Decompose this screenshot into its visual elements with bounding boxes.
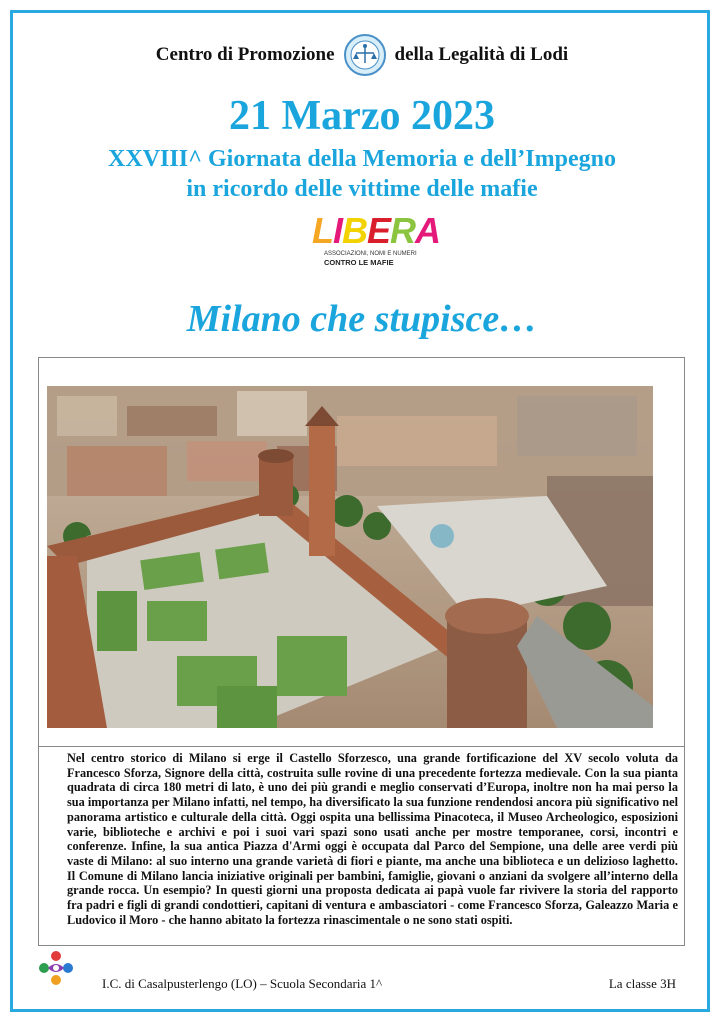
- libera-logo-letter: I: [333, 210, 343, 251]
- description-text: Nel centro storico di Milano si erge il Castello Sforzesco, una grande fortificazione del XV secolo voluta da Francesco Sforza, Signore della città, costruita sulle rovine di una precedente fortezza medievale. Con la sua pianta quadrata di circa 180 metri di lato, è uno dei più grandi e meglio conservati d’Europa, inoltre non ha mai perso la sua importanza per Milano infatti, nel tempo, ha diversificato la sua funzione rendendosi ancora più significativo nel panorama artistico e culturale della città. Oggi ospita una bellissima Pinacoteca, il Museo Archeologico, esposizioni varie, biblioteche e archivi e poi i suoi vari spazi sono usati anche per mostre temporanee, corsi, incontri e conferenze. Infine, la sua antica Piazza d'Armi oggi è occupata dal Parco del Sempione, una delle aree verdi più vaste di Milano: al suo interno una grande varietà di fiori e piante, ma anche una biblioteca e un delizioso laghetto. Il Comune di Milano lancia iniziative originali per bambini, famiglie, giovani o anziani da svolgere all’interno della grande rocca. Un esempio? In questi giorni una proposta dedicata ai papà vuole far rivivere la storia del rapporto fra padri e figli di grandi condottieri, capitani di ventura e ambasciatori - come Francesco Sforza, Galeazzo Maria e Ludovico il Moro - che hanno abitato la fortezza rinascimentale o ne sono stati ospiti.: [67, 751, 678, 927]
- school-logo-icon: [36, 948, 76, 988]
- subtitle-line-2: in ricordo delle vittime delle mafie: [186, 176, 538, 202]
- event-subtitle: [0, 144, 724, 204]
- event-date: 21 Marzo 2023: [229, 93, 495, 139]
- libera-logo-letter: L: [312, 210, 333, 251]
- libera-logo-line-2: CONTRO LE MAFIE: [324, 258, 394, 267]
- footer-school: I.C. di Casalpusterlengo (LO) – Scuola Secondaria 1^: [102, 976, 383, 991]
- libera-logo-word: [312, 210, 441, 251]
- header-left-text: Centro di Promozione: [155, 44, 335, 65]
- photo-frame: [38, 357, 685, 747]
- libera-logo-letter: A: [415, 210, 441, 251]
- libera-logo-letter: R: [390, 210, 416, 251]
- libera-logo-letter: E: [367, 210, 391, 251]
- castello-sforzesco-aerial-photo: [47, 386, 653, 728]
- libera-logo-letter: B: [342, 210, 368, 251]
- description-box: [38, 746, 685, 946]
- slogan: Milano che stupisce…: [186, 298, 538, 340]
- subtitle-line-1: XXVIII^ Giornata della Memoria e dell’Impegno: [108, 146, 616, 172]
- legality-seal-icon: [343, 33, 387, 77]
- header: [0, 32, 724, 78]
- footer-class: La classe 3H: [608, 976, 676, 991]
- header-right-text: della Legalità di Lodi: [394, 44, 569, 65]
- libera-logo: [312, 210, 441, 284]
- libera-logo-line-1: ASSOCIAZIONI, NOMI E NUMERI: [324, 251, 417, 257]
